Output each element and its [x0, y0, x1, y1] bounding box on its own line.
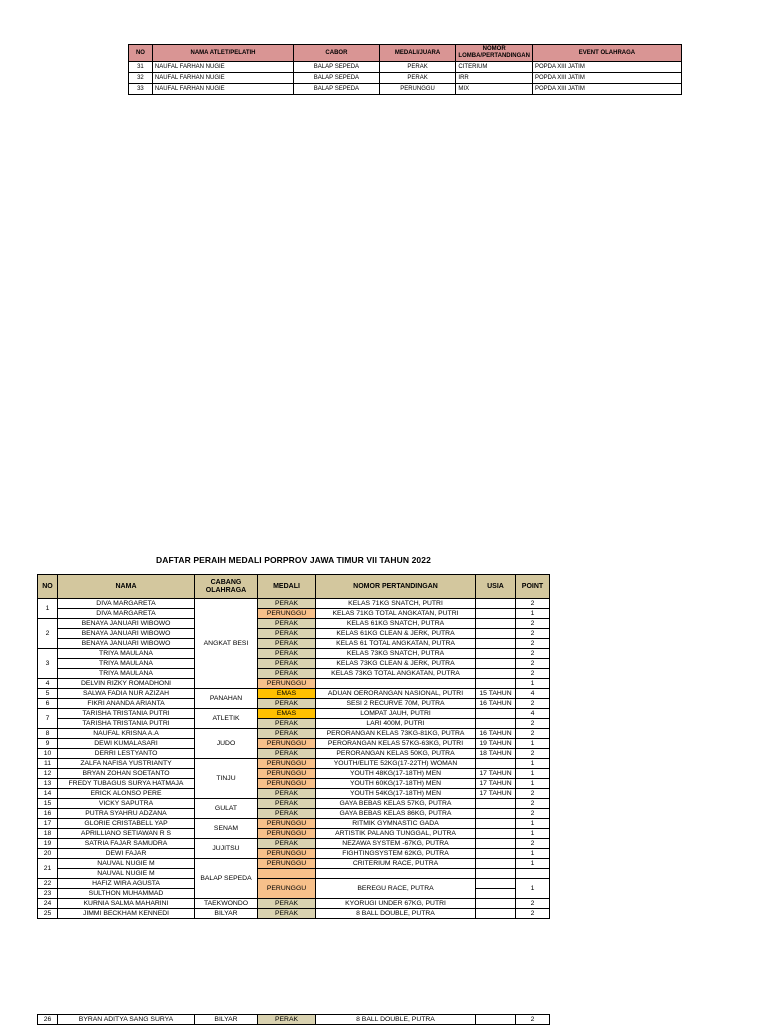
table-row: [38, 609, 550, 619]
row-no: 23: [38, 889, 58, 899]
row-nomor: [316, 679, 476, 689]
row-nomor: YOUTH/ELITE 52KG(17-22TH) WOMAN: [316, 759, 476, 769]
header-cabor: CABANG OLAHRAGA: [195, 575, 258, 599]
row-nomor: KYORUGI UNDER 67KG, PUTRI: [316, 899, 476, 909]
row-medali: PERUNGGU: [258, 769, 316, 779]
row-nomor: KELAS 71KG SNATCH, PUTRI: [316, 599, 476, 609]
row-nomor: ADUAN OERORANGAN NASIONAL, PUTRI: [316, 689, 476, 699]
row-nama: TARISHA TRISTANIA PUTRI: [58, 709, 195, 719]
row-medali: PERAK: [258, 809, 316, 819]
table-row: [38, 809, 550, 819]
row-nama: BRYAN ZOHAN SOETANTO: [58, 769, 195, 779]
row-usia: [476, 839, 516, 849]
row-nama: NAUFAL FARHAN NUGIE: [152, 62, 293, 73]
row-no: 11: [38, 759, 58, 769]
table-row: [38, 689, 550, 699]
row-usia: [476, 639, 516, 649]
header-cabor: CABOR: [294, 45, 380, 62]
row-usia: [476, 659, 516, 669]
row-nama: DEWI KUMALASARI: [58, 739, 195, 749]
row-medali: PERAK: [258, 659, 316, 669]
row-nomor: YOUTH 48KG(17-18TH) MEN: [316, 769, 476, 779]
row-no: 22: [38, 879, 58, 889]
row-nomor: CITERIUM: [456, 62, 533, 73]
row-nama: DIVA MARGARETA: [58, 599, 195, 609]
row-nomor: CRITERIUM RACE, PUTRA: [316, 859, 476, 869]
row-medali: PERAK: [258, 909, 316, 919]
row-no: 10: [38, 749, 58, 759]
row-nama: DERRI LESTYANTO: [58, 749, 195, 759]
row-usia: 15 TAHUN: [476, 689, 516, 699]
row-usia: [476, 609, 516, 619]
row-medali: PERAK: [258, 629, 316, 639]
row-no: 20: [38, 849, 58, 859]
header-usia: USIA: [476, 575, 516, 599]
row-nomor: KELAS 61KG CLEAN & JERK, PUTRA: [316, 629, 476, 639]
row-no: 32: [129, 73, 153, 84]
table-row: [38, 719, 550, 729]
row-medali: PERAK: [258, 699, 316, 709]
row-nama: SALWA FADIA NUR AZIZAH: [58, 689, 195, 699]
row-point: 1: [516, 759, 550, 769]
row-point: 1: [516, 879, 550, 899]
row-nama: ERICK ALONSO PERE: [58, 789, 195, 799]
header-no: NO: [38, 575, 58, 599]
table-row: [38, 779, 550, 789]
row-medali: PERAK: [258, 789, 316, 799]
table-row: [38, 859, 550, 869]
row-point: 2: [516, 909, 550, 919]
table-row: [38, 679, 550, 689]
row-point: 2: [516, 719, 550, 729]
row-no: 1: [38, 599, 58, 619]
row-cabor: BILYAR: [195, 909, 258, 919]
medal-table-header: [38, 575, 550, 599]
row-cabor: BILYAR: [195, 1015, 258, 1025]
row-point: 2: [516, 659, 550, 669]
row-nama: HAFIZ WIRA AGUSTA: [58, 879, 195, 889]
row-no: 5: [38, 689, 58, 699]
row-cabor: BALAP SEPEDA: [294, 84, 380, 95]
table-row: [38, 829, 550, 839]
header-nama: NAMA ATLET/PELATIH: [152, 45, 293, 62]
row-nama: BENAYA JANUARI WIBOWO: [58, 639, 195, 649]
row-nama: NAUVAL NUGIE M: [58, 869, 195, 879]
row-usia: [476, 669, 516, 679]
row-nama: KURNIA SALMA MAHARINI: [58, 899, 195, 909]
table-row: [38, 729, 550, 739]
table-row: [38, 899, 550, 909]
row-no: 31: [129, 62, 153, 73]
row-cabor: BALAP SEPEDA: [294, 62, 380, 73]
row-nama: BENAYA JANUARI WIBOWO: [58, 629, 195, 639]
row-cabor: BALAP SEPEDA: [195, 859, 258, 899]
row-point: 2: [516, 729, 550, 739]
table-row: [38, 789, 550, 799]
row-nomor: LARI 400M, PUTRI: [316, 719, 476, 729]
row-nomor: KELAS 73KG TOTAL ANGKATAN, PUTRA: [316, 669, 476, 679]
row-nama: TRIYA MAULANA: [58, 659, 195, 669]
row-medali: PERAK: [258, 719, 316, 729]
row-usia: [476, 619, 516, 629]
row-nama: BYRAN ADITYA SANG SURYA: [58, 1015, 195, 1025]
event-table-header: [129, 45, 682, 62]
row-medali: PERAK: [258, 599, 316, 609]
row-usia: [476, 819, 516, 829]
table-row: [38, 799, 550, 809]
row-nomor: SESI 2 RECURVE 70M, PUTRA: [316, 699, 476, 709]
row-cabor: ANGKAT BESI: [195, 599, 258, 689]
row-medali: PERAK: [258, 669, 316, 679]
row-nama: FIKRI ANANDA ARIANTA: [58, 699, 195, 709]
row-medali: [258, 869, 316, 879]
row-nama: SULTHON MUHAMMAD: [58, 889, 195, 899]
row-usia: [476, 869, 516, 879]
table-row: [38, 849, 550, 859]
row-nama: NAUFAL FARHAN NUGIE: [152, 73, 293, 84]
row-nomor: PERORANGAN KELAS 73KG-81KG, PUTRA: [316, 729, 476, 739]
row-usia: 16 TAHUN: [476, 729, 516, 739]
row-nomor: GAYA BEBAS KELAS 86KG, PUTRA: [316, 809, 476, 819]
row-point: 2: [516, 649, 550, 659]
table-row: [38, 869, 550, 879]
row-nomor: [316, 869, 476, 879]
row-point: 1: [516, 779, 550, 789]
table-row: [129, 73, 682, 84]
row-usia: [476, 799, 516, 809]
table-row: [38, 709, 550, 719]
row-usia: [476, 679, 516, 689]
header-nama: NAMA: [58, 575, 195, 599]
row-point: 1: [516, 849, 550, 859]
page-title: DAFTAR PERAIH MEDALI PORPROV JAWA TIMUR VII TAHUN 2022: [156, 555, 431, 565]
table-row: [38, 759, 550, 769]
row-cabor: TINJU: [195, 759, 258, 799]
row-nama: VICKY SAPUTRA: [58, 799, 195, 809]
row-no: 14: [38, 789, 58, 799]
row-usia: 17 TAHUN: [476, 789, 516, 799]
table-row: [38, 639, 550, 649]
row-usia: [476, 629, 516, 639]
row-nama: DEWI FAJAR: [58, 849, 195, 859]
row-nomor: FIGHTINGSYSTEM 62KG, PUTRA: [316, 849, 476, 859]
row-nomor: NEZAWA SYSTEM -67KG, PUTRA: [316, 839, 476, 849]
row-nomor: ARTISTIK PALANG TUNGGAL, PUTRA: [316, 829, 476, 839]
row-event: POPDA XIII JATIM: [532, 62, 681, 73]
row-medali: PERUNGGU: [258, 759, 316, 769]
row-usia: [476, 879, 516, 889]
row-nomor: RITMIK GYMNASTIC GADA: [316, 819, 476, 829]
row-no: 16: [38, 809, 58, 819]
row-no: 18: [38, 829, 58, 839]
row-no: 15: [38, 799, 58, 809]
row-point: [516, 869, 550, 879]
row-nomor: YOUTH 54KG(17-18TH) MEN: [316, 789, 476, 799]
row-no: 13: [38, 779, 58, 789]
row-nama: TRIYA MAULANA: [58, 649, 195, 659]
row-event: POPDA XIII JATIM: [532, 73, 681, 84]
row-no: 24: [38, 899, 58, 909]
row-no: 17: [38, 819, 58, 829]
row-nama: JIMMI BECKHAM KENNEDI: [58, 909, 195, 919]
row-point: 2: [516, 839, 550, 849]
table-row: [38, 669, 550, 679]
header-nomor: NOMOR LOMBA/PERTANDINGAN: [456, 45, 533, 62]
row-nomor: 8 BALL DOUBLE, PUTRA: [316, 1015, 476, 1025]
row-medali: PERUNGGU: [258, 609, 316, 619]
row-usia: [476, 849, 516, 859]
header-event: EVENT OLAHRAGA: [532, 45, 681, 62]
row-medali: PERAK: [258, 1015, 316, 1025]
row-usia: 17 TAHUN: [476, 779, 516, 789]
row-medali: PERAK: [258, 729, 316, 739]
row-point: 1: [516, 859, 550, 869]
row-medali: PERUNGGU: [258, 829, 316, 839]
table-row: [38, 769, 550, 779]
table-row: [38, 909, 550, 919]
row-no: 2: [38, 619, 58, 649]
row-cabor: PANAHAN: [195, 689, 258, 709]
row-nama: ZALFA NAFISA YUSTRIANTY: [58, 759, 195, 769]
row-cabor: TAEKWONDO: [195, 899, 258, 909]
row-nama: BENAYA JANUARI WIBOWO: [58, 619, 195, 629]
row-nama: DIVA MARGARETA: [58, 609, 195, 619]
row-no: 19: [38, 839, 58, 849]
row-no: 25: [38, 909, 58, 919]
row-usia: [476, 809, 516, 819]
row-nomor: IRR: [456, 73, 533, 84]
row-point: 4: [516, 689, 550, 699]
row-usia: [476, 859, 516, 869]
row-point: 1: [516, 769, 550, 779]
row-usia: [476, 719, 516, 729]
row-cabor: JUJITSU: [195, 839, 258, 859]
row-usia: [476, 909, 516, 919]
row-medali: PERUNGGU: [258, 859, 316, 869]
header-medali: MEDALI: [258, 575, 316, 599]
row-cabor: GULAT: [195, 799, 258, 819]
row-usia: 16 TAHUN: [476, 699, 516, 709]
row-point: 2: [516, 629, 550, 639]
row-medali: PERAK: [258, 619, 316, 629]
row-nama: DELVIN RIZKY ROMADHONI: [58, 679, 195, 689]
row-nama: TRIYA MAULANA: [58, 669, 195, 679]
header-nomor: NOMOR PERTANDINGAN: [316, 575, 476, 599]
table-row: [38, 619, 550, 629]
table-row: [38, 819, 550, 829]
row-usia: [476, 759, 516, 769]
row-nomor: PERORANGAN KELAS 57KG-63KG, PUTRI: [316, 739, 476, 749]
table-row: [38, 739, 550, 749]
event-table: [128, 44, 682, 95]
row-point: 1: [516, 679, 550, 689]
row-no: 21: [38, 859, 58, 879]
row-nama: FREDY TUBAGUS SURYA HATMAJA: [58, 779, 195, 789]
row-medali: PERAK: [379, 73, 456, 84]
row-point: 2: [516, 799, 550, 809]
row-medali: PERUNGGU: [258, 849, 316, 859]
row-medali: PERUNGGU: [258, 779, 316, 789]
row-point: 2: [516, 789, 550, 799]
row-medali: PERAK: [258, 749, 316, 759]
row-point: 2: [516, 669, 550, 679]
row-point: 1: [516, 819, 550, 829]
row-nama: NAUFAL KRISNA A.A: [58, 729, 195, 739]
row-point: 2: [516, 1015, 550, 1025]
row-nomor: BEREGU RACE, PUTRA: [316, 879, 476, 899]
row-usia: [476, 649, 516, 659]
row-medali: PERAK: [258, 839, 316, 849]
row-nomor: KELAS 71KG TOTAL ANGKATAN, PUTRI: [316, 609, 476, 619]
row-usia: [476, 1015, 516, 1025]
row-point: 2: [516, 749, 550, 759]
row-medali: PERAK: [258, 649, 316, 659]
row-nama: GLORIE CRISTABELL YAP: [58, 819, 195, 829]
row-medali: EMAS: [258, 689, 316, 699]
row-medali: PERUNGGU: [258, 739, 316, 749]
row-nomor: KELAS 73KG CLEAN & JERK, PUTRA: [316, 659, 476, 669]
row-no: 8: [38, 729, 58, 739]
row-nomor: 8 BALL DOUBLE, PUTRA: [316, 909, 476, 919]
row-usia: 18 TAHUN: [476, 749, 516, 759]
row-usia: [476, 829, 516, 839]
row-point: 2: [516, 639, 550, 649]
row-medali: PERUNGGU: [258, 819, 316, 829]
row-nama: NAUFAL FARHAN NUGIE: [152, 84, 293, 95]
row-cabor: BALAP SEPEDA: [294, 73, 380, 84]
row-medali: PERUNGGU: [379, 84, 456, 95]
row-nama: APRILLIANO SETIAWAN R S: [58, 829, 195, 839]
row-medali: PERUNGGU: [258, 879, 316, 899]
table-row: [38, 699, 550, 709]
row-nama: SATRIA FAJAR SAMUDRA: [58, 839, 195, 849]
row-no: 33: [129, 84, 153, 95]
row-usia: [476, 899, 516, 909]
row-point: 1: [516, 829, 550, 839]
row-point: 2: [516, 899, 550, 909]
row-nomor: KELAS 73KG SNATCH, PUTRA: [316, 649, 476, 659]
header-point: POINT: [516, 575, 550, 599]
row-usia: 17 TAHUN: [476, 769, 516, 779]
row-nomor: PERORANGAN KELAS 50KG, PUTRA: [316, 749, 476, 759]
row-usia: [476, 599, 516, 609]
table-row: [38, 879, 550, 889]
header-medali: MEDALI/JUARA: [379, 45, 456, 62]
row-nomor: KELAS 61KG SNATCH, PUTRA: [316, 619, 476, 629]
row-point: 1: [516, 609, 550, 619]
row-medali: PERAK: [258, 899, 316, 909]
row-no: 3: [38, 649, 58, 679]
table-row: [38, 659, 550, 669]
table-row: [129, 84, 682, 95]
row-nomor: LOMPAT JAUH, PUTRI: [316, 709, 476, 719]
row-medali: EMAS: [258, 709, 316, 719]
row-usia: [476, 889, 516, 899]
row-nomor: KELAS 61 TOTAL ANGKATAN, PUTRA: [316, 639, 476, 649]
row-usia: 19 TAHUN: [476, 739, 516, 749]
row-point: 2: [516, 809, 550, 819]
row-nomor: GAYA BEBAS KELAS 57KG, PUTRA: [316, 799, 476, 809]
row-medali: PERAK: [379, 62, 456, 73]
row-cabor: SENAM: [195, 819, 258, 839]
row-usia: [476, 709, 516, 719]
row-no: 4: [38, 679, 58, 689]
row-point: 1: [516, 739, 550, 749]
row-medali: PERAK: [258, 639, 316, 649]
row-nama: PUTRA SYAHRU ADZANA: [58, 809, 195, 819]
table-row: [38, 1015, 550, 1025]
row-no: 26: [38, 1015, 58, 1025]
row-point: 2: [516, 699, 550, 709]
row-event: POPDA XIII JATIM: [532, 84, 681, 95]
row-medali: PERUNGGU: [258, 679, 316, 689]
row-cabor: ATLETIK: [195, 709, 258, 729]
row-point: 2: [516, 619, 550, 629]
table-row: [38, 599, 550, 609]
table-row: [38, 629, 550, 639]
table-row: [129, 62, 682, 73]
medal-table: [37, 574, 550, 919]
table-row: [38, 839, 550, 849]
row-cabor: JUDO: [195, 729, 258, 759]
row-no: 9: [38, 739, 58, 749]
row-no: 12: [38, 769, 58, 779]
header-no: NO: [129, 45, 153, 62]
medal-table-continued: [37, 1014, 550, 1025]
row-point: 4: [516, 709, 550, 719]
row-medali: PERAK: [258, 799, 316, 809]
row-nomor: YOUTH 60KG(17-18TH) MEN: [316, 779, 476, 789]
table-row: [38, 649, 550, 659]
row-nama: TARISHA TRISTANIA PUTRI: [58, 719, 195, 729]
row-nomor: MIX: [456, 84, 533, 95]
table-row: [38, 749, 550, 759]
row-no: 6: [38, 699, 58, 709]
row-nama: NAUVAL NUGIE M: [58, 859, 195, 869]
row-point: 2: [516, 599, 550, 609]
row-no: 7: [38, 709, 58, 729]
